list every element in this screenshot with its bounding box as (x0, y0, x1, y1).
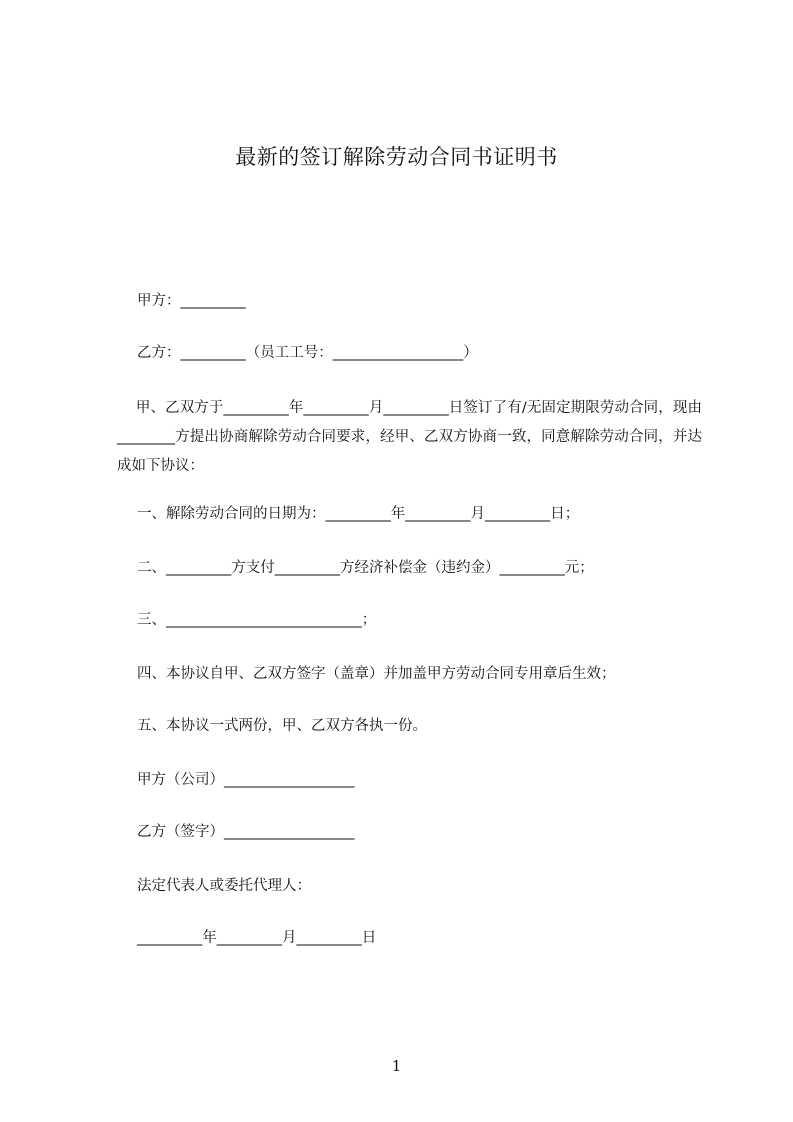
signature-party-a: 甲方（公司）__________________ (137, 772, 355, 788)
clause-4: 四、本协议自甲、乙双方签字（盖章）并加盖甲方劳动合同专用章后生效； (137, 666, 616, 682)
clause-3: 三、___________________________； (137, 612, 377, 628)
clause-1: 一、解除劳动合同的日期为：_________年_________月_________日； (137, 506, 580, 522)
date-line: _________年_________月_________日 (137, 930, 377, 946)
legal-representative-line: 法定代表人或委托代理人： (137, 878, 311, 894)
signature-party-b: 乙方（签字）__________________ (137, 824, 355, 840)
clause-5: 五、本协议一式两份，甲、乙双方各执一份。 (137, 718, 427, 734)
party-a-line: 甲方：_________ (137, 293, 246, 309)
intro-paragraph: 甲、乙双方于_________年_________月_________日签订了有/无固定期限劳动合同，现由________方提出协商解除劳动合同要求，经甲、乙双方协商一致，同意解除劳动合同，并达成如下协议： (117, 400, 703, 474)
document-title: 最新的签订解除劳动合同书证明书 (235, 145, 558, 169)
page-number: 1 (391, 1057, 402, 1075)
clause-2: 二、_________方支付_________方经济补偿金（违约金）_________元； (137, 560, 594, 576)
party-b-line: 乙方：_________（员工工号：__________________） (137, 345, 478, 361)
